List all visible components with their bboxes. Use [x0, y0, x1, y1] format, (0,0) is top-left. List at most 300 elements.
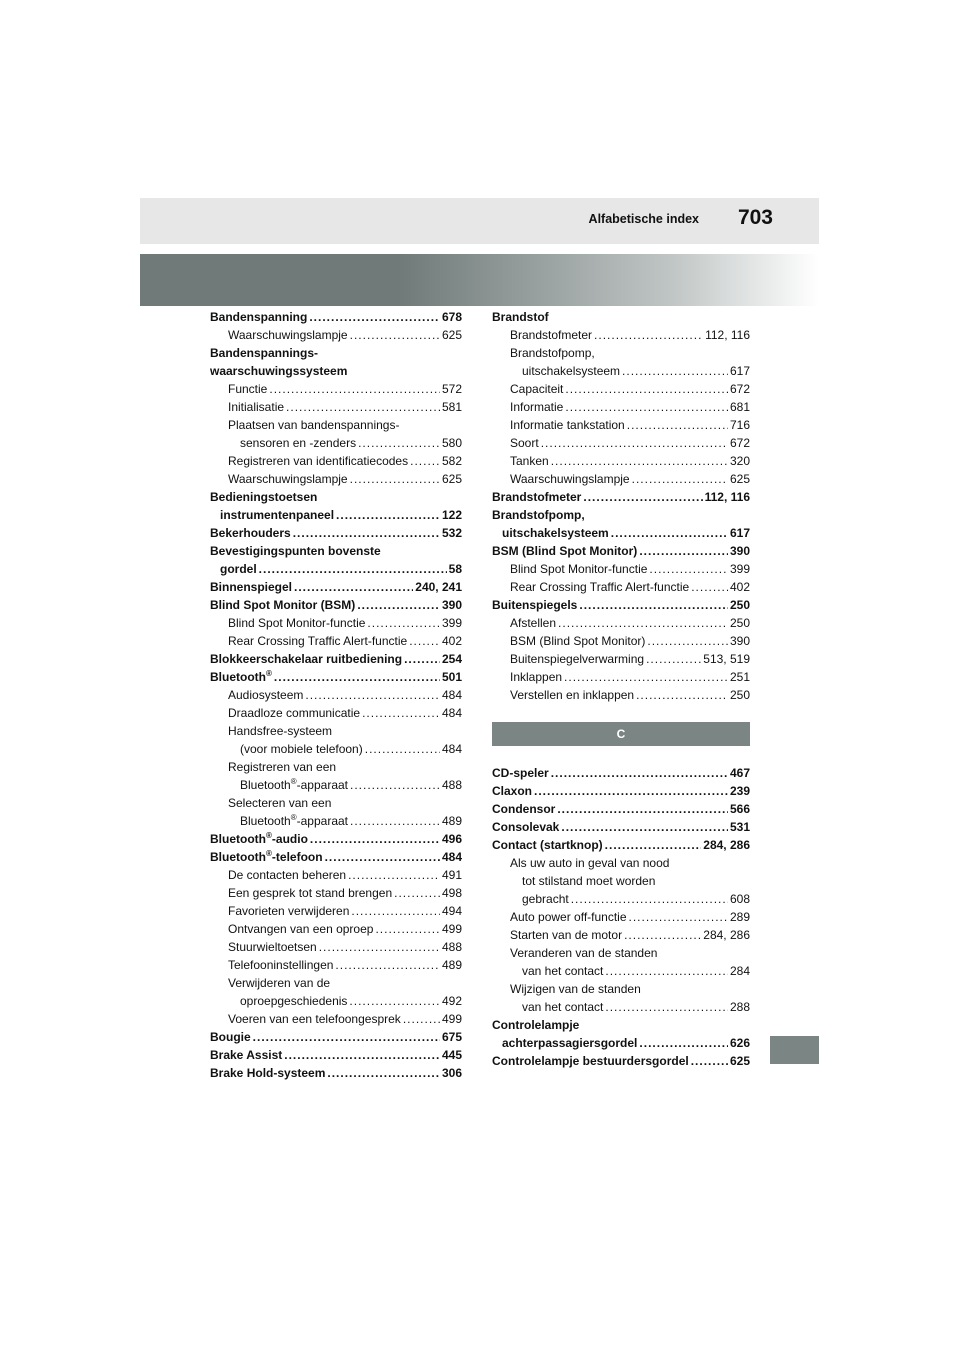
index-term-text: Soort — [510, 436, 539, 450]
index-term: Wijzigen van de standen — [510, 982, 641, 996]
index-term-text: Functie — [228, 382, 268, 396]
index-term — [510, 452, 549, 470]
index-entry — [492, 470, 750, 488]
index-entry — [210, 992, 462, 1010]
index-entry — [210, 398, 462, 416]
page-reference: 254 — [441, 652, 462, 666]
index-term-text: Ontvangen van een oproep — [228, 922, 374, 936]
index-term-text: (voor mobiele telefoon) — [240, 742, 363, 756]
page-reference: 250 — [729, 598, 750, 612]
index-term-text: Bluetooth — [240, 778, 291, 792]
index-term-text: Capaciteit — [510, 382, 564, 396]
index-term — [228, 956, 333, 974]
page-reference: 626 — [729, 1036, 750, 1050]
page-reference: 489 — [441, 958, 462, 972]
index-term — [210, 308, 307, 326]
page-reference: 678 — [441, 310, 462, 324]
page-reference: 112, 116 — [704, 490, 750, 504]
dot-leader — [622, 362, 728, 380]
dot-leader — [394, 884, 440, 902]
index-term-text: Bandenspanning — [210, 310, 308, 324]
index-entry — [492, 416, 750, 434]
page-number: 703 — [737, 206, 773, 229]
page-reference: 250 — [729, 688, 750, 702]
index-term — [228, 866, 346, 884]
section-title: Alfabetische index — [588, 212, 699, 226]
index-entry — [210, 380, 462, 398]
index-entry — [492, 908, 750, 926]
index-term: Handsfree-systeem — [228, 724, 333, 738]
index-term-suffix: -audio — [271, 832, 308, 846]
index-term-text: Contact (startknop) — [492, 838, 603, 852]
index-entry — [492, 542, 750, 560]
index-term-text: Een gesprek tot stand brengen — [228, 886, 393, 900]
index-term-text: Blind Spot Monitor-functie — [228, 616, 366, 630]
index-group-c — [492, 764, 750, 1070]
index-entry — [210, 1046, 462, 1064]
index-term — [228, 704, 360, 722]
page-reference: 240, 241 — [415, 580, 462, 594]
index-term — [228, 902, 349, 920]
page-reference: 390 — [729, 544, 750, 558]
index-entry-continued — [210, 974, 462, 992]
index-term-text: Bluetooth — [210, 850, 266, 864]
registered-mark: ® — [266, 849, 272, 858]
dot-leader — [649, 560, 728, 578]
index-term — [492, 782, 532, 800]
dot-leader — [410, 452, 440, 470]
dot-leader — [639, 542, 728, 560]
index-entry — [492, 818, 750, 836]
index-term-text: Bluetooth — [210, 832, 266, 846]
index-entry — [492, 452, 750, 470]
dot-leader — [629, 908, 728, 926]
index-term — [510, 416, 625, 434]
index-entry — [492, 800, 750, 818]
page-reference: 484 — [441, 688, 462, 702]
index-entry-continued — [492, 944, 750, 962]
index-term — [510, 668, 562, 686]
index-entry — [492, 596, 750, 614]
index-term — [210, 650, 402, 668]
index-term — [492, 488, 581, 506]
index-entry — [210, 830, 462, 848]
index-group-b — [492, 308, 750, 704]
page-reference: 289 — [729, 910, 750, 924]
index-term — [220, 506, 334, 524]
index-term — [210, 848, 323, 866]
index-term-text: Favorieten verwijderen — [228, 904, 350, 918]
index-term-text: Draadloze communicatie — [228, 706, 361, 720]
index-entry — [492, 926, 750, 944]
index-term — [510, 650, 644, 668]
index-term — [228, 884, 392, 902]
index-term: Plaatsen van bandenspannings- — [228, 418, 400, 432]
index-entry — [492, 560, 750, 578]
index-term-text: Blokkeerschakelaar ruitbediening — [210, 652, 403, 666]
index-term-text: Informatie tankstation — [510, 418, 625, 432]
index-entry — [210, 920, 462, 938]
dot-leader — [350, 470, 440, 488]
index-term — [522, 362, 620, 380]
dot-leader — [367, 614, 440, 632]
index-term-text: sensoren en -zenders — [240, 436, 357, 450]
index-term — [510, 380, 563, 398]
index-entry — [492, 1034, 750, 1052]
index-term: Veranderen van de standen — [510, 946, 658, 960]
dot-leader — [404, 650, 440, 668]
index-term-text: Condensor — [492, 802, 556, 816]
index-term: Bedieningstoetsen — [210, 490, 318, 504]
dot-leader — [605, 998, 728, 1016]
index-entry — [210, 506, 462, 524]
index-term-text: uitschakelsysteem — [502, 526, 609, 540]
index-entry — [210, 452, 462, 470]
index-entry — [492, 632, 750, 650]
index-term-text: Brandstofmeter — [510, 328, 593, 342]
index-term — [522, 962, 603, 980]
index-term-text: Starten van de motor — [510, 928, 623, 942]
index-term — [510, 560, 647, 578]
index-entry — [210, 938, 462, 956]
dot-leader — [284, 1046, 440, 1064]
index-term-text: Auto power off-functie — [510, 910, 627, 924]
index-term — [228, 686, 303, 704]
index-term — [492, 836, 603, 854]
dot-leader — [362, 704, 440, 722]
dot-leader — [632, 470, 728, 488]
index-entry — [492, 488, 750, 506]
registered-mark: ® — [266, 831, 272, 840]
page-reference: 581 — [441, 400, 462, 414]
index-term: Brandstofpomp, — [510, 346, 595, 360]
index-entry — [492, 890, 750, 908]
page-reference: 489 — [441, 814, 462, 828]
index-entry-continued — [492, 872, 750, 890]
index-term — [522, 890, 569, 908]
index-term — [510, 434, 539, 452]
index-entry — [210, 434, 462, 452]
dot-leader — [403, 1010, 440, 1028]
page-reference: 399 — [441, 616, 462, 630]
registered-mark: ® — [266, 669, 272, 678]
index-term: Brandstofpomp, — [492, 508, 585, 522]
page-reference: 617 — [729, 526, 750, 540]
index-term — [210, 1028, 251, 1046]
index-term — [492, 818, 559, 836]
dot-leader — [558, 614, 728, 632]
page-reference: 531 — [729, 820, 750, 834]
index-entry-continued — [210, 344, 462, 362]
index-entry — [210, 704, 462, 722]
index-term — [240, 776, 348, 794]
index-term — [492, 800, 555, 818]
index-entry-continued — [210, 362, 462, 380]
dot-leader — [551, 452, 728, 470]
index-entry-continued — [492, 506, 750, 524]
index-term-text: Rear Crossing Traffic Alert-functie — [228, 634, 408, 648]
dot-leader — [564, 668, 728, 686]
dot-leader — [565, 398, 728, 416]
index-term — [492, 596, 577, 614]
index-term-suffix: -apparaat — [296, 814, 348, 828]
index-entry-continued — [210, 758, 462, 776]
index-term — [522, 998, 603, 1016]
index-term — [502, 524, 609, 542]
index-term — [510, 398, 563, 416]
dot-leader — [551, 764, 728, 782]
index-term: Brandstof — [492, 310, 549, 324]
index-term — [510, 632, 645, 650]
index-term — [228, 452, 408, 470]
index-term-text: Telefooninstellingen — [228, 958, 334, 972]
index-term-text: gordel — [220, 562, 257, 576]
index-entry — [492, 650, 750, 668]
index-entry — [210, 686, 462, 704]
index-entry — [492, 398, 750, 416]
dot-leader — [350, 326, 440, 344]
index-term-text: Registreren van identificatiecodes — [228, 454, 409, 468]
page-reference: 532 — [441, 526, 462, 540]
dot-leader — [691, 578, 728, 596]
index-term-text: Bougie — [210, 1030, 251, 1044]
index-term-text: Binnenspiegel — [210, 580, 293, 594]
page-reference: 250 — [729, 616, 750, 630]
dot-leader — [335, 956, 440, 974]
index-term-text: Voeren van een telefoongesprek — [228, 1012, 401, 1026]
dot-leader — [646, 650, 701, 668]
dot-leader — [350, 812, 440, 830]
dot-leader — [565, 380, 728, 398]
dot-leader — [269, 380, 440, 398]
index-term: Als uw auto in geval van nood — [510, 856, 670, 870]
index-entry-continued — [492, 980, 750, 998]
page-reference: 672 — [729, 382, 750, 396]
index-entry — [210, 308, 462, 326]
page-reference: 499 — [441, 922, 462, 936]
index-entry — [492, 380, 750, 398]
index-entry-continued — [210, 794, 462, 812]
index-entry — [492, 836, 750, 854]
index-entry — [492, 686, 750, 704]
page-reference: 492 — [441, 994, 462, 1008]
page-reference: 488 — [441, 778, 462, 792]
dot-leader — [358, 434, 440, 452]
dot-leader — [319, 938, 440, 956]
index-entry — [492, 998, 750, 1016]
page-reference: 625 — [729, 1054, 750, 1068]
letter-heading — [492, 722, 750, 746]
index-entry — [210, 1010, 462, 1028]
page-reference: 625 — [729, 472, 750, 486]
page-reference: 608 — [729, 892, 750, 906]
page-reference: 625 — [441, 328, 462, 342]
index-entry — [210, 668, 462, 686]
index-entry — [210, 1064, 462, 1082]
index-term: Registreren van een — [228, 760, 337, 774]
index-term-text: Rear Crossing Traffic Alert-functie — [510, 580, 690, 594]
index-entry — [492, 362, 750, 380]
page-reference: 284, 286 — [703, 838, 750, 852]
registered-mark: ® — [290, 813, 297, 822]
index-term-text: Blind Spot Monitor-functie — [510, 562, 648, 576]
index-entry-continued — [492, 308, 750, 326]
page-reference: 496 — [441, 832, 462, 846]
dot-leader — [409, 632, 440, 650]
index-term: Verwijderen van de — [228, 976, 331, 990]
index-term — [210, 1064, 325, 1082]
index-term-text: van het contact — [522, 964, 604, 978]
index-term-text: Brake Hold-systeem — [210, 1066, 326, 1080]
index-term — [210, 578, 292, 596]
index-entry — [210, 776, 462, 794]
page-reference: 402 — [729, 580, 750, 594]
index-entry — [492, 1052, 750, 1070]
index-term — [502, 1034, 637, 1052]
page-reference: 484 — [441, 706, 462, 720]
page-reference: 617 — [729, 364, 750, 378]
page-reference: 239 — [729, 784, 750, 798]
index-term — [210, 1046, 282, 1064]
index-term — [240, 434, 356, 452]
dot-leader — [253, 1028, 440, 1046]
index-term-suffix: -telefoon — [271, 850, 323, 864]
index-term — [228, 632, 407, 650]
index-term-text: Claxon — [492, 784, 533, 798]
index-term: Bandenspannings- — [210, 346, 319, 360]
index-term: waarschuwingssysteem — [210, 364, 348, 378]
index-entry — [210, 326, 462, 344]
index-term-text: Blind Spot Monitor (BSM) — [210, 598, 356, 612]
index-term-text: Waarschuwingslampje — [228, 472, 348, 486]
index-term-text: Bekerhouders — [210, 526, 291, 540]
index-entry — [210, 884, 462, 902]
page-reference: 499 — [441, 1012, 462, 1026]
index-entry — [492, 962, 750, 980]
dot-leader — [605, 836, 702, 854]
index-term — [510, 686, 634, 704]
index-entry — [492, 524, 750, 542]
page-reference: 716 — [729, 418, 750, 432]
index-term — [210, 830, 308, 848]
dot-leader — [624, 926, 701, 944]
index-entry — [210, 866, 462, 884]
index-term-text: Buitenspiegelverwarming — [510, 652, 645, 666]
index-entry — [210, 956, 462, 974]
index-entry-continued — [210, 542, 462, 560]
index-entry — [492, 614, 750, 632]
index-term: Controlelampje — [492, 1018, 580, 1032]
page-reference: 445 — [441, 1048, 462, 1062]
index-term — [228, 614, 365, 632]
dot-leader — [286, 398, 440, 416]
dot-leader — [293, 524, 440, 542]
page-reference: 501 — [441, 670, 462, 684]
dot-leader — [571, 890, 728, 908]
page-reference: 566 — [729, 802, 750, 816]
dot-leader — [541, 434, 728, 452]
index-term: Bevestigingspunten bovenste — [210, 544, 381, 558]
page-reference: 494 — [441, 904, 462, 918]
index-term — [228, 470, 348, 488]
index-term — [228, 920, 373, 938]
index-term-text: Brandstofmeter — [492, 490, 582, 504]
index-entry — [492, 578, 750, 596]
dot-leader — [336, 506, 440, 524]
index-entry — [492, 434, 750, 452]
index-entry-continued — [210, 722, 462, 740]
index-entry — [492, 764, 750, 782]
decorative-gradient-bar — [140, 254, 819, 306]
index-entry — [492, 668, 750, 686]
page-reference: 513, 519 — [703, 652, 750, 666]
index-term — [228, 1010, 401, 1028]
index-term — [510, 614, 556, 632]
index-term-text: Tanken — [510, 454, 549, 468]
dot-leader — [557, 800, 728, 818]
index-term — [228, 938, 317, 956]
dot-leader — [375, 920, 440, 938]
dot-leader — [350, 776, 440, 794]
index-term-text: Brake Assist — [210, 1048, 283, 1062]
index-term-text: Stuurwieltoetsen — [228, 940, 317, 954]
letter-heading-label: C — [616, 727, 626, 741]
page-reference: 491 — [441, 868, 462, 882]
dot-leader — [349, 992, 440, 1010]
index-entry-continued — [210, 488, 462, 506]
index-term — [210, 524, 291, 542]
registered-mark: ® — [290, 777, 297, 786]
index-term — [220, 560, 257, 578]
index-entry — [210, 740, 462, 758]
index-term-text: Verstellen en inklappen — [510, 688, 635, 702]
index-term — [228, 380, 267, 398]
dot-leader — [647, 632, 728, 650]
index-term-text: Afstellen — [510, 616, 557, 630]
index-term-suffix: -apparaat — [296, 778, 348, 792]
index-term — [240, 992, 347, 1010]
index-term — [510, 470, 630, 488]
dot-leader — [583, 488, 702, 506]
page-reference: 112, 116 — [705, 328, 750, 342]
index-term-text: CD-speler — [492, 766, 549, 780]
index-term — [510, 926, 622, 944]
page-reference: 284 — [729, 964, 750, 978]
index-entry-continued — [210, 416, 462, 434]
index-entry — [210, 470, 462, 488]
dot-leader — [365, 740, 440, 758]
dot-leader — [636, 686, 728, 704]
index-entry — [210, 650, 462, 668]
index-term — [228, 326, 348, 344]
index-term-text: van het contact — [522, 1000, 604, 1014]
dot-leader — [594, 326, 703, 344]
index-term-text: uitschakelsysteem — [522, 364, 621, 378]
index-entry — [210, 614, 462, 632]
dot-leader — [351, 902, 440, 920]
page-reference: 488 — [441, 940, 462, 954]
index-term-text: BSM (Blind Spot Monitor) — [510, 634, 646, 648]
page-reference: 390 — [441, 598, 462, 612]
dot-leader — [691, 1052, 728, 1070]
page-reference: 122 — [441, 508, 462, 522]
index-entry — [210, 560, 462, 578]
index-entry — [210, 632, 462, 650]
index-column-right — [492, 308, 750, 1070]
index-term-text: gebracht — [522, 892, 569, 906]
dot-leader — [325, 848, 440, 866]
index-term-text: Waarschuwingslampje — [510, 472, 630, 486]
